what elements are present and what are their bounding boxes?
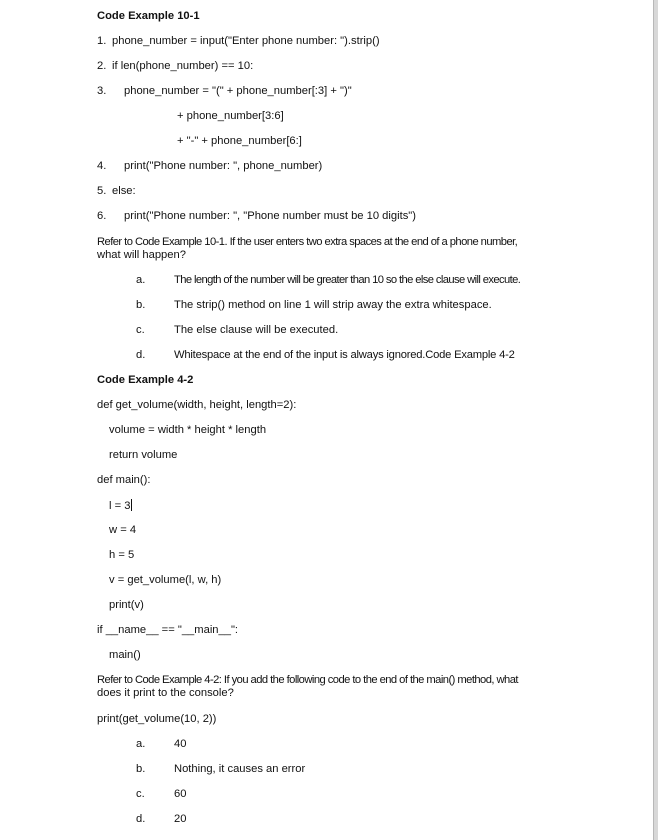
question-text: Refer to Code Example 4-2: If you add the following code to the end of the main() method, what <box>97 674 518 686</box>
code-line: else: <box>112 185 136 197</box>
question-text: Refer to Code Example 10-1. If the user enters two extra spaces at the end of a phone number, <box>97 236 518 248</box>
code-line: + "-" + phone_number[6:] <box>177 135 302 147</box>
option-text: The length of the number will be greater than 10 so the else clause will execute. <box>174 274 521 286</box>
option-text: The else clause will be executed. <box>174 324 339 336</box>
line-number: 4. <box>97 160 107 172</box>
option-letter: d. <box>136 813 146 825</box>
code-line: l = 3 <box>109 500 131 512</box>
code-line: phone_number = "(" + phone_number[:3] + ")" <box>124 85 352 97</box>
section-heading-10-1: Code Example 10-1 <box>97 10 200 22</box>
line-number: 2. <box>97 60 107 72</box>
question-text: what will happen? <box>97 249 186 261</box>
option-letter: c. <box>136 788 145 800</box>
text-cursor <box>131 499 132 511</box>
option-text: Whitespace at the end of the input is always ignored.Code Example 4-2 <box>174 349 515 361</box>
option-text: 60 <box>174 788 187 800</box>
code-line: print("Phone number: ", phone_number) <box>124 160 323 172</box>
option-text: The strip() method on line 1 will strip away the extra whitespace. <box>174 299 492 311</box>
code-line: phone_number = input("Enter phone number: ").strip() <box>112 35 380 47</box>
code-line: v = get_volume(l, w, h) <box>109 574 222 586</box>
option-letter: d. <box>136 349 146 361</box>
question-text: does it print to the console? <box>97 687 234 699</box>
code-line: h = 5 <box>109 549 135 561</box>
code-line: volume = width * height * length <box>109 424 267 436</box>
option-letter: c. <box>136 324 145 336</box>
option-text: 20 <box>174 813 187 825</box>
code-line: if __name__ == "__main__": <box>97 624 239 636</box>
code-line: print("Phone number: ", "Phone number must be 10 digits") <box>124 210 416 222</box>
option-letter: a. <box>136 738 146 750</box>
code-line: def main(): <box>97 474 151 486</box>
line-number: 6. <box>97 210 107 222</box>
code-line: w = 4 <box>109 524 137 536</box>
line-number: 1. <box>97 35 107 47</box>
option-text: 40 <box>174 738 187 750</box>
option-letter: a. <box>136 274 146 286</box>
option-letter: b. <box>136 763 146 775</box>
code-line: print(v) <box>109 599 144 611</box>
page-edge-shadow <box>653 0 658 840</box>
added-code-line: print(get_volume(10, 2)) <box>97 713 217 725</box>
code-line: main() <box>109 649 141 661</box>
line-number: 3. <box>97 85 107 97</box>
code-line-with-cursor[interactable] <box>109 499 132 513</box>
option-letter: b. <box>136 299 146 311</box>
code-line: def get_volume(width, height, length=2): <box>97 399 297 411</box>
option-text: Nothing, it causes an error <box>174 763 306 775</box>
line-number: 5. <box>97 185 107 197</box>
code-line: + phone_number[3:6] <box>177 110 284 122</box>
section-heading-4-2: Code Example 4-2 <box>97 374 194 386</box>
code-line: return volume <box>109 449 178 461</box>
code-line: if len(phone_number) == 10: <box>112 60 254 72</box>
